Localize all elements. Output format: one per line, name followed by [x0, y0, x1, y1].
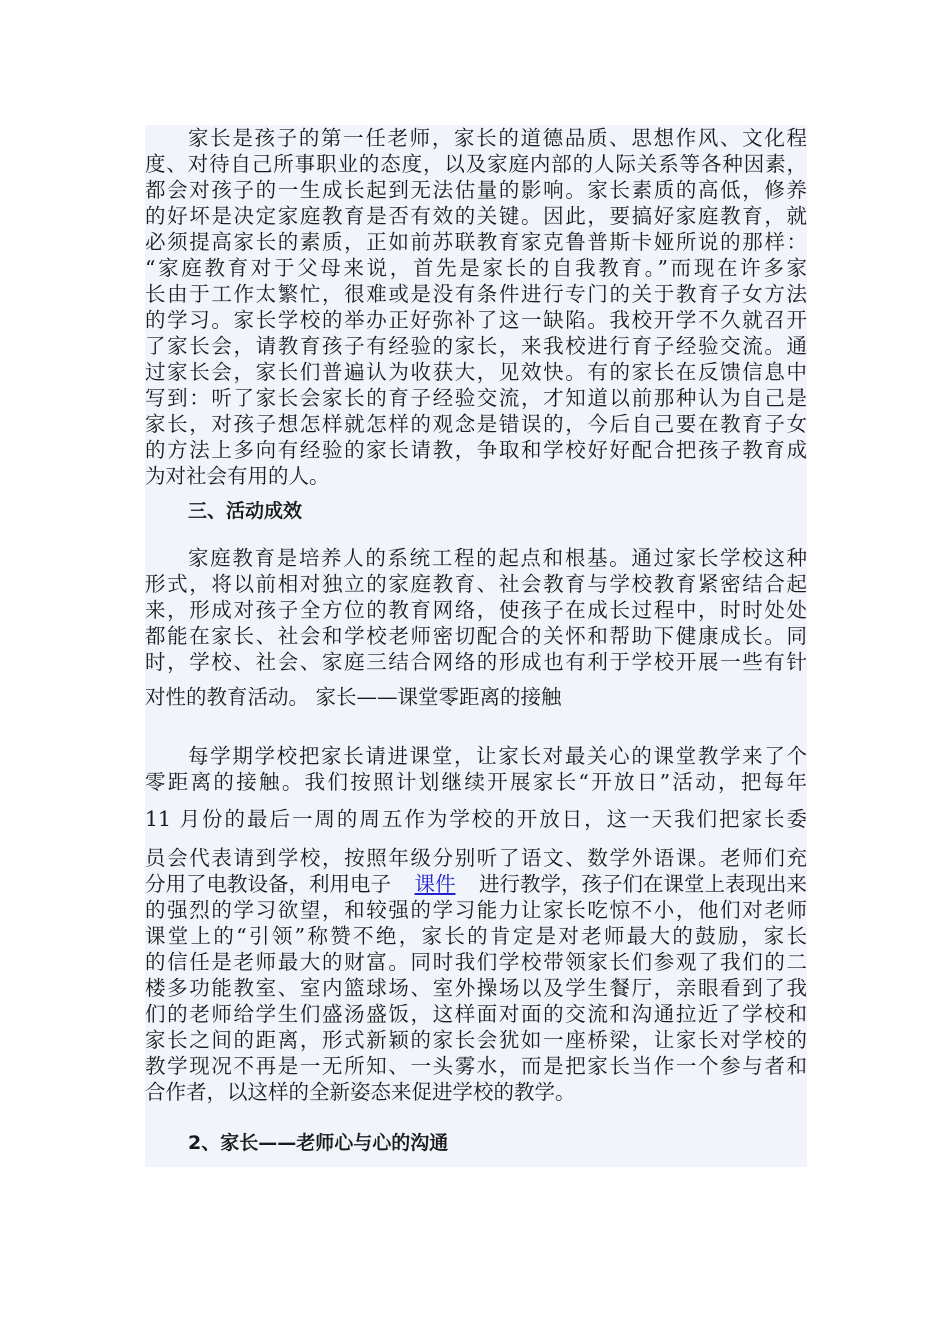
text-line: 的好坏是决定家庭教育是否有效的关键。因此，要搞好家庭教育，就 — [145, 204, 807, 228]
text-segment: 分用了电教设备，利用电子 — [145, 872, 391, 896]
text-line: 来，形成对孩子全方位的教育网络，使孩子在成长过程中，时时处处 — [145, 598, 807, 622]
text-line: 都能在家长、社会和学校老师密切配合的关怀和帮助下健康成长。同 — [145, 624, 807, 648]
text-line: 员会代表请到学校，按照年级分别听了语文、数学外语课。老师们充 — [145, 846, 807, 870]
text-line: 都会对孩子的一生成长起到无法估量的影响。家长素质的高低，修养 — [145, 178, 807, 202]
text-line: 过家长会，家长们普遍认为收获大，见效快。有的家长在反馈信息中 — [145, 360, 807, 384]
text-line: 家长之间的距离，形式新颖的家长会犹如一座桥梁，让家长对学校的 — [145, 1028, 807, 1052]
text-line: 长由于工作太繁忙，很难或是没有条件进行专门的关于教育子女方法 — [145, 282, 807, 306]
text-line: 零距离的接触。我们按照计划继续开展家长“开放日”活动，把每年 — [145, 770, 807, 794]
text-line: “家庭教育对于父母来说，首先是家长的自我教育。”而现在许多家 — [145, 256, 807, 280]
text-segment: 进行教学，孩子们在课堂上表现出来 — [479, 872, 807, 896]
text-line: 度、对待自己所事职业的态度，以及家庭内部的人际关系等各种因素， — [145, 152, 807, 176]
text-line: 形式，将以前相对独立的家庭教育、社会教育与学校教育紧密结合起 — [145, 572, 807, 596]
text-line: 教学现况不再是一无所知、一头雾水，而是把家长当作一个参与者和 — [145, 1054, 807, 1078]
text-line: 的强烈的学习欲望，和较强的学习能力让家长吃惊不小，他们对老师 — [145, 898, 807, 922]
text-line: 合作者，以这样的全新姿态来促进学校的教学。 — [145, 1080, 576, 1104]
text-line: 了家长会，请教育孩子有经验的家长，来我校进行育子经验交流。通 — [145, 334, 807, 358]
text-line: 家长，对孩子想怎样就怎样的观念是错误的，今后自己要在教育子女 — [145, 412, 807, 436]
text-line: 的学习。家长学校的举办正好弥补了这一缺陷。我校开学不久就召开 — [145, 308, 807, 332]
text-line: 时，学校、社会、家庭三结合网络的形成也有利于学校开展一些有针 — [145, 650, 807, 674]
text-line: 为对社会有用的人。 — [145, 464, 330, 488]
text-line: 写到：听了家长会家长的育子经验交流，才知道以前那种认为自己是 — [145, 386, 807, 410]
text-line: 11 月份的最后一周的周五作为学校的开放日，这一天我们把家长委 — [145, 807, 807, 831]
text-line: 的方法上多向有经验的家长请教，争取和学校好好配合把孩子教育成 — [145, 438, 807, 462]
section-heading: 2、家长——老师心与心的沟通 — [188, 1132, 449, 1154]
text-line: 家庭教育是培养人的系统工程的起点和根基。通过家长学校这种 — [188, 546, 807, 570]
courseware-link[interactable]: 课件 — [414, 872, 456, 896]
text-line: 课堂上的“引领”称赞不绝，家长的肯定是对老师最大的鼓励，家长 — [145, 924, 807, 948]
text-line: 每学期学校把家长请进课堂，让家长对最关心的课堂教学来了个 — [188, 744, 807, 768]
text-line: 对性的教育活动。 家长——课堂零距离的接触 — [145, 685, 562, 709]
text-line: 家长是孩子的第一任老师，家长的道德品质、思想作风、文化程 — [188, 126, 807, 150]
text-line-with-link — [145, 871, 807, 897]
text-line: 必须提高家长的素质，正如前苏联教育家克鲁普斯卡娅所说的那样： — [145, 230, 807, 254]
text-line: 们的老师给学生们盛汤盛饭，这样面对面的交流和沟通拉近了学校和 — [145, 1002, 807, 1026]
text-line: 楼多功能教室、室内篮球场、室外操场以及学生餐厅，亲眼看到了我 — [145, 976, 807, 1000]
section-heading: 三、活动成效 — [188, 500, 303, 522]
text-line: 的信任是老师最大的财富。同时我们学校带领家长们参观了我们的二 — [145, 950, 807, 974]
